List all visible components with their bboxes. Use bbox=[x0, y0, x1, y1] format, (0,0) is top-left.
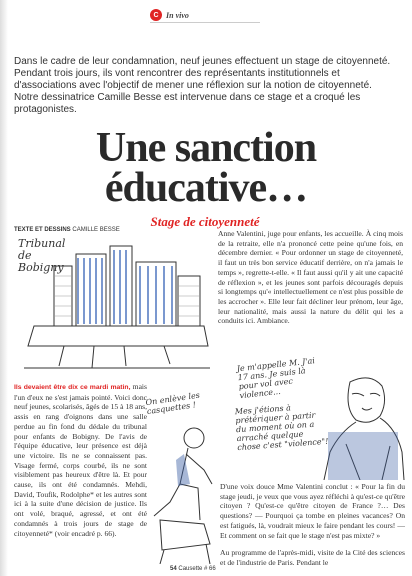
headline bbox=[30, 125, 382, 211]
article-column-right-1: Anne Valentini, juge pour enfants, les accueille. À cinq mois de la retraite, elle n'a prononcé cette peine qu'une fois, en décembre dernier. « Pour ordonner un stage de citoyenneté, il faut un très bon service éducatif derrière, on n'a jamais le temps », regrette-t-elle. « Il faut aussi qu'il y ait une capacité de réflexion », et les jeunes sont parfois découragés depuis si longtemps qu'« intellectuellement ce n'est plus possible de les accrocher ». Elle leur fait décliner leur prénom, leur âge, leur nationalité, mais aussi la nature du délit qui les a conduits ici. Ambiance. bbox=[218, 229, 403, 326]
lead-sentence: Ils devaient être dix ce mardi matin, bbox=[14, 384, 131, 391]
page-number: 54 bbox=[170, 566, 177, 572]
rubric-icon: C bbox=[150, 9, 162, 21]
youth-sketch-seated bbox=[150, 424, 222, 564]
speech-bubble-2: Mes j'étions à prétériquer à partir du moment où on a arraché quelque chose c'est "violence"! bbox=[234, 403, 329, 453]
credit bbox=[14, 227, 120, 233]
speech-bubble-1: Je m'appelle M. J'ai 17 ans. Je suis là pour vol avec violence... bbox=[236, 356, 316, 401]
page-fold-shadow bbox=[0, 0, 8, 576]
left-column-text: mais l'un d'eux ne s'est jamais pointé. Voici donc neuf jeunes, scolarisés, âgés de 15 à 18 ans, assis en rang d'oignons dans une salle perdue au fin fond du dédale du tribunal pour enfants de Bobigny. De l'avis de l'équipe éducative, leur présence est déjà une victoire. Ils ne se connaissent pas. Visage fermé, corps courbé, ils ne sont visiblement pas heureux d'être là. Et pour cause, ils ont été condamnés. Mehdi, David, Toufik, Rodolphe* et les autres sont ici à la suite d'une décision de justice. Ils ont volé, braqué, agressé, et ont été condamnés à trois jours de stage de citoyenneté* (voir encadré p. 66). bbox=[14, 382, 147, 538]
youth-sketch-right bbox=[320, 372, 406, 480]
magazine-name: Causette bbox=[178, 566, 203, 572]
headline-line-2: éducative… bbox=[104, 165, 308, 211]
article-column-right-3: Au programme de l'après-midi, visite de la Cité des sciences et de l'industrie de Paris. Pendant le bbox=[220, 548, 405, 567]
tribunal-caption: Tribunal de Bobigny bbox=[18, 237, 66, 274]
article-column-left bbox=[14, 382, 147, 538]
subtitle: Stage de citoyenneté bbox=[150, 214, 260, 229]
page-footer bbox=[170, 566, 216, 572]
speech-bubble-3: On enlève les casquettes ! bbox=[145, 390, 201, 417]
rubric-divider bbox=[150, 22, 260, 23]
article-column-right-2: D'une voix douce Mme Valentini conclut : « Pour la fin du stage jeudi, je veux que vous ayez réfléchi à qu'est-ce qu'être citoyen ? Qu'est-ce qu'être citoyen de France ?… Des questions? — Pourquoi ça tombe en pleines vacances? On est fatigués, là, voudrait mieux le faire pendant les cours! — Et comment on se fait que le stage n'est pas mixte? » bbox=[220, 482, 405, 540]
credit-label: TEXTE ET DESSINS bbox=[14, 227, 71, 233]
rubric-label: In vivo bbox=[166, 10, 189, 20]
intro-paragraph: Dans le cadre de leur condamnation, neuf jeunes effectuent un stage de citoyenneté. Pendant trois jours, ils vont rencontrer des représentants institutionnels et d'associations avec l'objectif de mener une réflexion sur la notion de citoyenneté. Notre dessinatrice Camille Besse est intervenue dans ce stage et a croqué les protagonistes. bbox=[14, 56, 391, 115]
headline-line-1: Une sanction bbox=[95, 125, 317, 171]
issue-number: # 66 bbox=[204, 566, 216, 572]
credit-author: CAMILLE BESSE bbox=[72, 227, 120, 233]
